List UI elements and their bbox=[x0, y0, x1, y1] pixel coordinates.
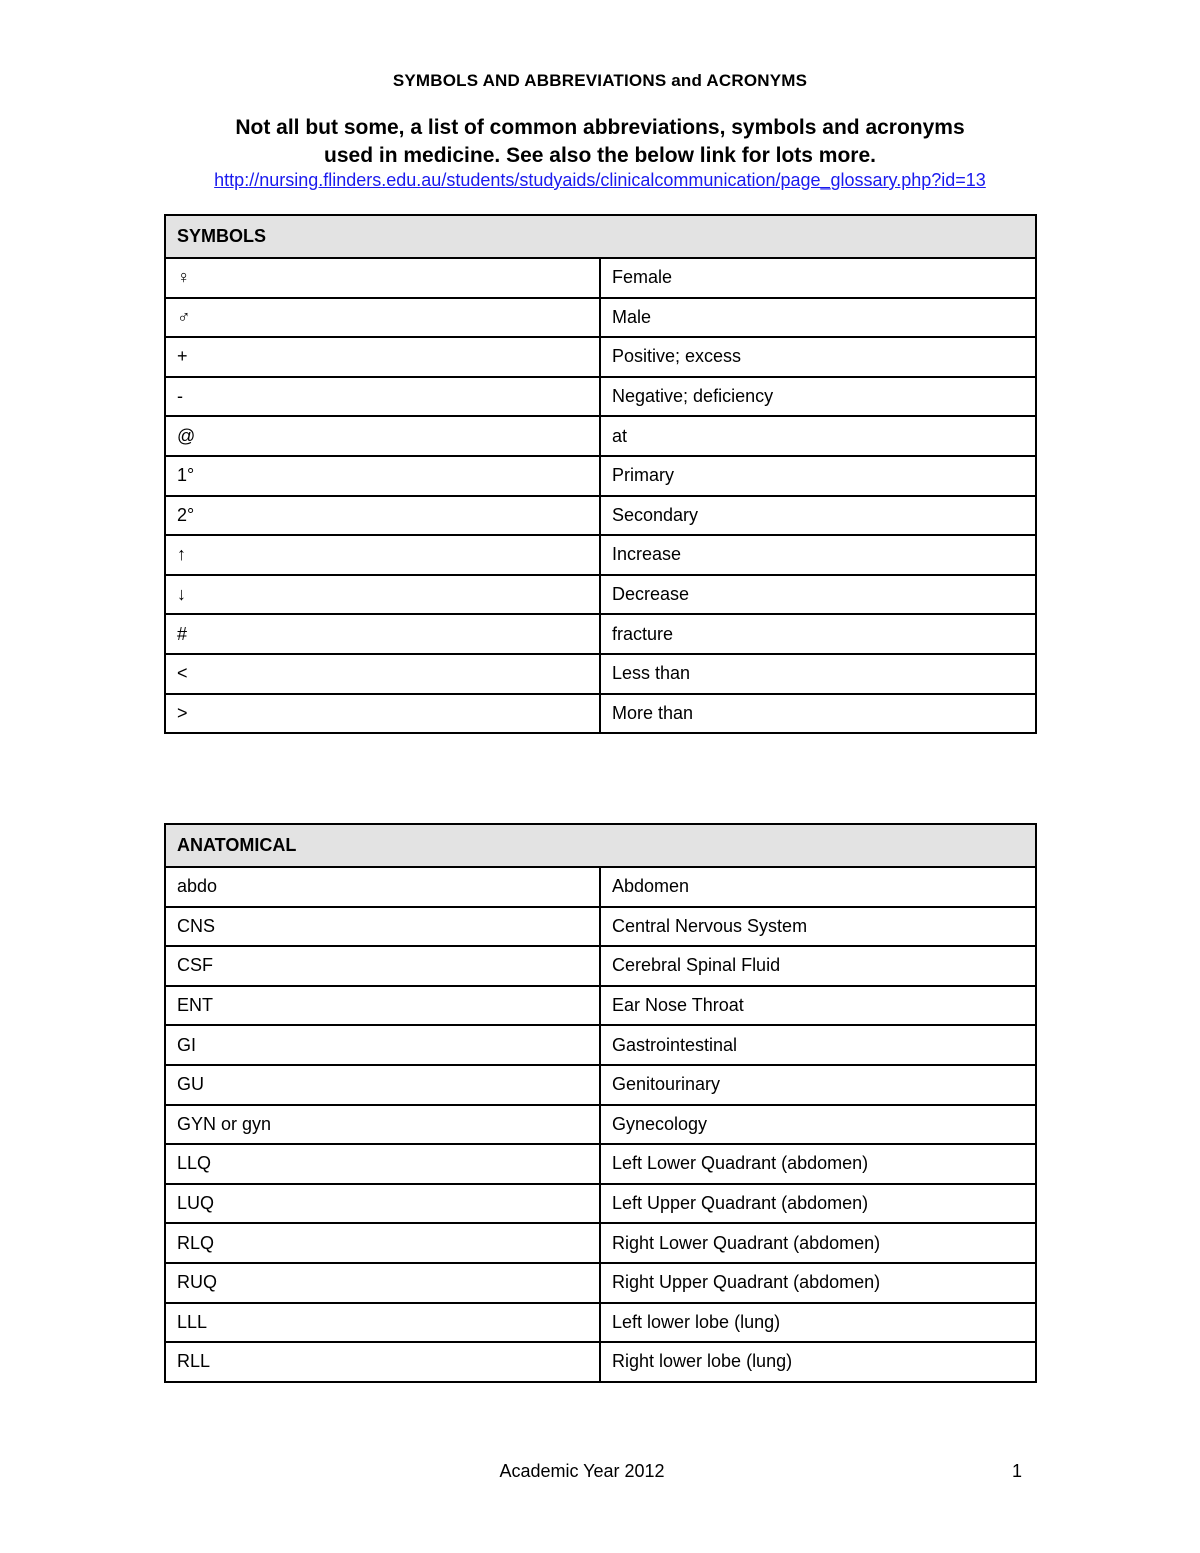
meaning-cell: Decrease bbox=[600, 575, 1036, 615]
table-row bbox=[165, 1223, 1036, 1263]
page-number: 1 bbox=[1012, 1461, 1023, 1481]
term-cell: LUQ bbox=[165, 1184, 600, 1224]
symbols-heading: SYMBOLS bbox=[165, 215, 1036, 258]
anatomical-heading: ANATOMICAL bbox=[165, 824, 1036, 867]
table-header-row bbox=[165, 215, 1036, 258]
table-row bbox=[165, 575, 1036, 615]
table-header-row bbox=[165, 824, 1036, 867]
table-row bbox=[165, 456, 1036, 496]
table-row bbox=[165, 416, 1036, 456]
anatomical-table bbox=[164, 823, 1037, 1383]
table-row bbox=[165, 377, 1036, 417]
term-cell: ↓ bbox=[165, 575, 600, 615]
meaning-cell: fracture bbox=[600, 614, 1036, 654]
term-cell: @ bbox=[165, 416, 600, 456]
meaning-cell: Left Lower Quadrant (abdomen) bbox=[600, 1144, 1036, 1184]
symbols-table bbox=[164, 214, 1037, 734]
meaning-cell: Secondary bbox=[600, 496, 1036, 536]
page-title: SYMBOLS AND ABBREVIATIONS and ACRONYMS bbox=[392, 71, 808, 90]
term-cell: 2° bbox=[165, 496, 600, 536]
meaning-cell: Negative; deficiency bbox=[600, 377, 1036, 417]
table-row bbox=[165, 258, 1036, 298]
term-cell: ♀ bbox=[165, 258, 600, 298]
table-row bbox=[165, 1184, 1036, 1224]
table-row bbox=[165, 298, 1036, 338]
meaning-cell: Abdomen bbox=[600, 867, 1036, 907]
table-row bbox=[165, 1303, 1036, 1343]
meaning-cell: Increase bbox=[600, 535, 1036, 575]
meaning-cell: Central Nervous System bbox=[600, 907, 1036, 947]
glossary-link[interactable]: http://nursing.flinders.edu.au/students/studyaids/clinicalcommunication/page_glossary.php?id=13 bbox=[214, 170, 986, 190]
table-row bbox=[165, 337, 1036, 377]
table-row bbox=[165, 946, 1036, 986]
term-cell: + bbox=[165, 337, 600, 377]
meaning-cell: Right lower lobe (lung) bbox=[600, 1342, 1036, 1382]
term-cell: RLQ bbox=[165, 1223, 600, 1263]
meaning-cell: Primary bbox=[600, 456, 1036, 496]
term-cell: GU bbox=[165, 1065, 600, 1105]
meaning-cell: Genitourinary bbox=[600, 1065, 1036, 1105]
meaning-cell: Less than bbox=[600, 654, 1036, 694]
term-cell: GI bbox=[165, 1025, 600, 1065]
meaning-cell: Female bbox=[600, 258, 1036, 298]
table-row bbox=[165, 496, 1036, 536]
footer-academic-year: Academic Year 2012 bbox=[499, 1461, 665, 1481]
table-row bbox=[165, 1342, 1036, 1382]
table-row bbox=[165, 907, 1036, 947]
subtitle-line-1: Not all but some, a list of common abbreviations, symbols and acronyms bbox=[235, 116, 965, 139]
meaning-cell: Right Upper Quadrant (abdomen) bbox=[600, 1263, 1036, 1303]
table-row bbox=[165, 1025, 1036, 1065]
term-cell: LLQ bbox=[165, 1144, 600, 1184]
meaning-cell: Gynecology bbox=[600, 1105, 1036, 1145]
subtitle-line-2: used in medicine. See also the below link for lots more. bbox=[324, 144, 876, 167]
meaning-cell: Cerebral Spinal Fluid bbox=[600, 946, 1036, 986]
term-cell: < bbox=[165, 654, 600, 694]
table-row bbox=[165, 694, 1036, 734]
meaning-cell: Male bbox=[600, 298, 1036, 338]
term-cell: GYN or gyn bbox=[165, 1105, 600, 1145]
term-cell: - bbox=[165, 377, 600, 417]
term-cell: # bbox=[165, 614, 600, 654]
table-row bbox=[165, 986, 1036, 1026]
table-row bbox=[165, 867, 1036, 907]
term-cell: ENT bbox=[165, 986, 600, 1026]
meaning-cell: Left Upper Quadrant (abdomen) bbox=[600, 1184, 1036, 1224]
term-cell: > bbox=[165, 694, 600, 734]
meaning-cell: Ear Nose Throat bbox=[600, 986, 1036, 1026]
term-cell: CSF bbox=[165, 946, 600, 986]
meaning-cell: at bbox=[600, 416, 1036, 456]
table-row bbox=[165, 1105, 1036, 1145]
table-row bbox=[165, 535, 1036, 575]
meaning-cell: Right Lower Quadrant (abdomen) bbox=[600, 1223, 1036, 1263]
term-cell: abdo bbox=[165, 867, 600, 907]
term-cell: LLL bbox=[165, 1303, 600, 1343]
term-cell: RLL bbox=[165, 1342, 600, 1382]
meaning-cell: More than bbox=[600, 694, 1036, 734]
table-row bbox=[165, 1144, 1036, 1184]
meaning-cell: Gastrointestinal bbox=[600, 1025, 1036, 1065]
table-row bbox=[165, 1065, 1036, 1105]
term-cell: ♂ bbox=[165, 298, 600, 338]
table-row bbox=[165, 654, 1036, 694]
meaning-cell: Positive; excess bbox=[600, 337, 1036, 377]
term-cell: ↑ bbox=[165, 535, 600, 575]
table-row bbox=[165, 1263, 1036, 1303]
term-cell: 1° bbox=[165, 456, 600, 496]
meaning-cell: Left lower lobe (lung) bbox=[600, 1303, 1036, 1343]
term-cell: CNS bbox=[165, 907, 600, 947]
document-subtitle bbox=[150, 114, 1050, 170]
table-row bbox=[165, 614, 1036, 654]
term-cell: RUQ bbox=[165, 1263, 600, 1303]
